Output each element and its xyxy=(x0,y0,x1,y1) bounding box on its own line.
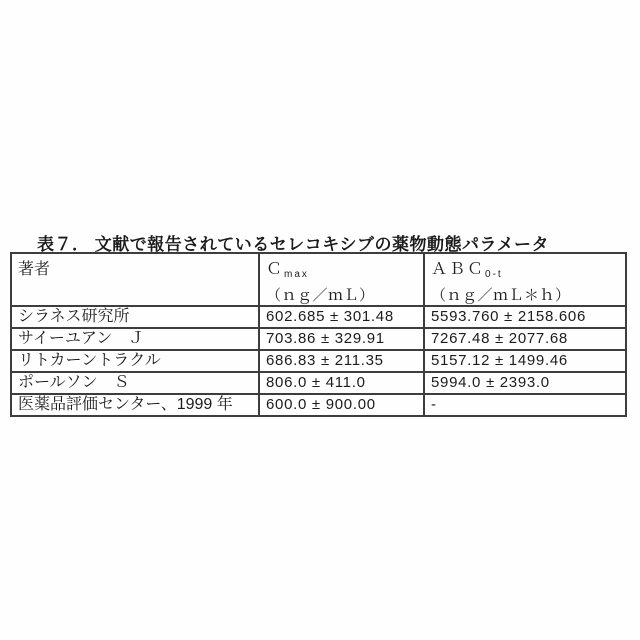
cmax-symbol: Ｃ xyxy=(266,261,285,278)
author-cell: シラネス研究所 xyxy=(11,306,259,328)
author-cell: 医薬品評価センター、1999 年 xyxy=(11,394,259,416)
cmax-cell: 602.685 ± 301.48 xyxy=(259,306,424,328)
author-cell: サイーユアン Ｊ xyxy=(11,328,259,350)
abc-cell: 7267.48 ± 2077.68 xyxy=(424,328,626,350)
abc-cell: 5994.0 ± 2393.0 xyxy=(424,372,626,394)
col-header-author: 著者 xyxy=(11,253,259,306)
header-row xyxy=(11,253,626,306)
table-row xyxy=(11,394,626,416)
col-header-cmax xyxy=(259,253,424,306)
table-body xyxy=(11,306,626,416)
table-row xyxy=(11,372,626,394)
table-title: 表７． 文献で報告されているセレコキシブの薬物動態パラメータ xyxy=(37,235,550,254)
cmax-cell: 600.0 ± 900.00 xyxy=(259,394,424,416)
abc-unit: （ｎｇ／ｍＬ＊ｈ） xyxy=(431,287,571,304)
table-row xyxy=(11,328,626,350)
abc-cell: 5157.12 ± 1499.46 xyxy=(424,350,626,372)
author-cell: リトカーントラクル xyxy=(11,350,259,372)
author-cell: ポールソン Ｓ xyxy=(11,372,259,394)
cmax-cell: 703.86 ± 329.91 xyxy=(259,328,424,350)
pk-parameters-table xyxy=(10,252,627,417)
abc-subscript: 0-t xyxy=(485,269,503,280)
cmax-cell: 686.83 ± 211.35 xyxy=(259,350,424,372)
cmax-subscript: max xyxy=(284,269,309,280)
abc-symbol: ＡＢＣ xyxy=(431,261,486,278)
table-row xyxy=(11,306,626,328)
col-header-abc xyxy=(424,253,626,306)
table-row xyxy=(11,350,626,372)
cmax-unit: （ｎｇ／ｍＬ） xyxy=(266,287,375,304)
abc-cell: - xyxy=(424,394,626,416)
abc-cell: 5593.760 ± 2158.606 xyxy=(424,306,626,328)
cmax-cell: 806.0 ± 411.0 xyxy=(259,372,424,394)
